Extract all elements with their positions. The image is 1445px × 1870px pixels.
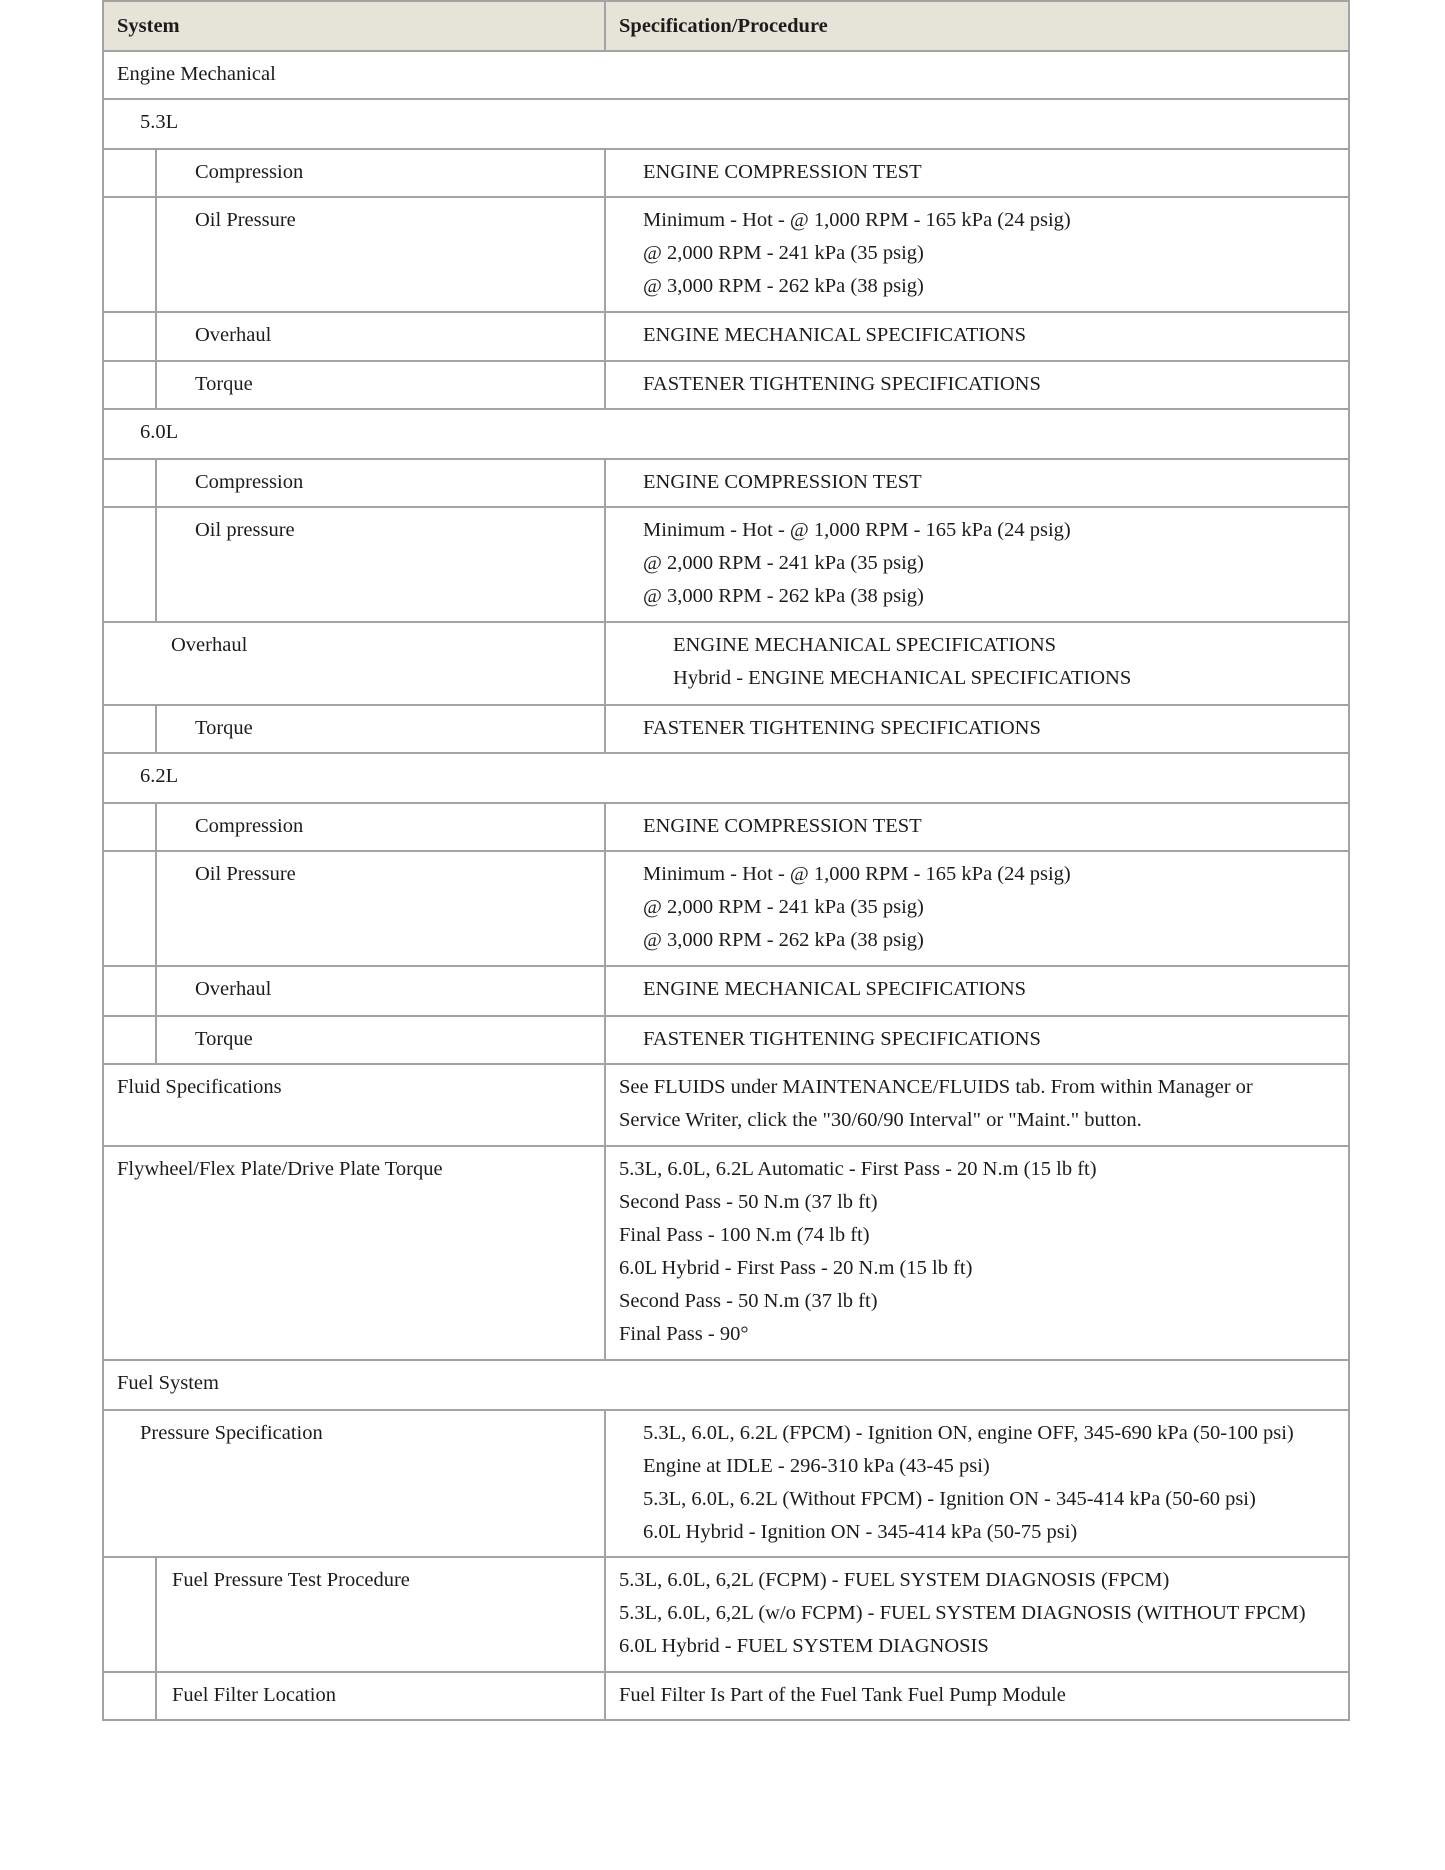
spec-line: Minimum - Hot - @ 1,000 RPM - 165 kPa (24 psig) — [643, 863, 1071, 885]
spec-line: 6.0L Hybrid - Ignition ON - 345-414 kPa (50-75 psi) — [643, 1521, 1078, 1543]
system-cell: Torque — [156, 1016, 605, 1064]
indent-cell — [103, 1016, 156, 1064]
table-row — [103, 1410, 1349, 1557]
system-cell: Oil Pressure — [156, 197, 605, 312]
subsection-5-3l: 5.3L — [103, 99, 1349, 149]
spec-line: @ 3,000 RPM - 262 kPa (38 psig) — [643, 275, 924, 297]
table-row — [103, 507, 1349, 622]
spec-line: 5.3L, 6.0L, 6.2L (Without FPCM) - Ignition ON - 345-414 kPa (50-60 psi) — [643, 1488, 1256, 1510]
spec-cell — [605, 851, 1349, 966]
system-cell: Fluid Specifications — [103, 1064, 605, 1146]
spec-line: Service Writer, click the "30/60/90 Interval" or "Maint." button. — [619, 1109, 1142, 1131]
table-row — [103, 149, 1349, 197]
spec-cell: ENGINE COMPRESSION TEST — [605, 803, 1349, 851]
table-row — [103, 312, 1349, 361]
spec-line: Hybrid - ENGINE MECHANICAL SPECIFICATIONS — [673, 667, 1132, 689]
spec-cell: FASTENER TIGHTENING SPECIFICATIONS — [605, 705, 1349, 753]
spec-table — [102, 0, 1350, 1721]
spec-line: Second Pass - 50 N.m (37 lb ft) — [619, 1191, 878, 1213]
system-cell: Oil pressure — [156, 507, 605, 622]
spec-line: Minimum - Hot - @ 1,000 RPM - 165 kPa (24 psig) — [643, 209, 1071, 231]
spec-line: @ 3,000 RPM - 262 kPa (38 psig) — [643, 585, 924, 607]
system-cell: Overhaul — [156, 312, 605, 361]
spec-line: @ 3,000 RPM - 262 kPa (38 psig) — [643, 929, 924, 951]
spec-cell — [605, 1064, 1349, 1146]
indent-cell — [103, 312, 156, 361]
table-row — [103, 705, 1349, 753]
system-cell: Fuel Pressure Test Procedure — [156, 1557, 605, 1672]
spec-line: 5.3L, 6.0L, 6.2L Automatic - First Pass - 20 N.m (15 lb ft) — [619, 1158, 1097, 1180]
subsection-row — [103, 409, 1349, 459]
spec-cell — [605, 507, 1349, 622]
indent-cell — [103, 966, 156, 1016]
spec-line: @ 2,000 RPM - 241 kPa (35 psig) — [643, 242, 924, 264]
table-row — [103, 1016, 1349, 1064]
spec-line: Final Pass - 90° — [619, 1323, 749, 1345]
spec-cell: ENGINE MECHANICAL SPECIFICATIONS — [605, 312, 1349, 361]
system-cell: Overhaul — [156, 966, 605, 1016]
spec-line: 6.0L Hybrid - First Pass - 20 N.m (15 lb ft) — [619, 1257, 973, 1279]
system-cell: Oil Pressure — [156, 851, 605, 966]
table-row — [103, 851, 1349, 966]
header-spec: Specification/Procedure — [605, 1, 1349, 51]
spec-line: 5.3L, 6.0L, 6,2L (FCPM) - FUEL SYSTEM DIAGNOSIS (FPCM) — [619, 1569, 1170, 1591]
system-cell: Pressure Specification — [103, 1410, 605, 1557]
section-row — [103, 1360, 1349, 1410]
system-cell: Fuel Filter Location — [156, 1672, 605, 1720]
spec-line: Final Pass - 100 N.m (74 lb ft) — [619, 1224, 870, 1246]
spec-cell: ENGINE COMPRESSION TEST — [605, 459, 1349, 507]
subsection-row — [103, 99, 1349, 149]
system-cell: Compression — [156, 459, 605, 507]
spec-line: 6.0L Hybrid - FUEL SYSTEM DIAGNOSIS — [619, 1635, 989, 1657]
system-cell: Torque — [156, 361, 605, 409]
system-cell: Overhaul — [103, 622, 605, 705]
spec-line: ENGINE MECHANICAL SPECIFICATIONS — [673, 634, 1057, 656]
spec-line: 5.3L, 6.0L, 6.2L (FPCM) - Ignition ON, engine OFF, 345-690 kPa (50-100 psi) — [643, 1422, 1294, 1444]
indent-cell — [103, 197, 156, 312]
table-row — [103, 459, 1349, 507]
table-row — [103, 966, 1349, 1016]
system-cell: Compression — [156, 149, 605, 197]
indent-cell — [103, 361, 156, 409]
system-cell: Compression — [156, 803, 605, 851]
indent-cell — [103, 705, 156, 753]
indent-cell — [103, 1557, 156, 1672]
subsection-6-0l: 6.0L — [103, 409, 1349, 459]
spec-line: Minimum - Hot - @ 1,000 RPM - 165 kPa (24 psig) — [643, 519, 1071, 541]
table-row — [103, 1146, 1349, 1360]
section-row — [103, 51, 1349, 99]
table-row — [103, 361, 1349, 409]
spec-cell: FASTENER TIGHTENING SPECIFICATIONS — [605, 1016, 1349, 1064]
spec-cell — [605, 622, 1349, 705]
spec-cell — [605, 1557, 1349, 1672]
indent-cell — [103, 803, 156, 851]
indent-cell — [103, 1672, 156, 1720]
table-row — [103, 1557, 1349, 1672]
spec-cell — [605, 1146, 1349, 1360]
spec-line: Second Pass - 50 N.m (37 lb ft) — [619, 1290, 878, 1312]
system-cell: Torque — [156, 705, 605, 753]
header-system: System — [103, 1, 605, 51]
spec-cell: ENGINE COMPRESSION TEST — [605, 149, 1349, 197]
table-row — [103, 803, 1349, 851]
table-row — [103, 1672, 1349, 1720]
spec-line: Engine at IDLE - 296-310 kPa (43-45 psi) — [643, 1455, 990, 1477]
section-engine-mechanical: Engine Mechanical — [103, 51, 1349, 99]
indent-cell — [103, 851, 156, 966]
section-fuel-system: Fuel System — [103, 1360, 1349, 1410]
indent-cell — [103, 459, 156, 507]
system-cell: Flywheel/Flex Plate/Drive Plate Torque — [103, 1146, 605, 1360]
indent-cell — [103, 149, 156, 197]
spec-cell: Fuel Filter Is Part of the Fuel Tank Fuel Pump Module — [605, 1672, 1349, 1720]
table-row — [103, 1064, 1349, 1146]
table-row — [103, 197, 1349, 312]
spec-line: @ 2,000 RPM - 241 kPa (35 psig) — [643, 896, 924, 918]
spec-line: 5.3L, 6.0L, 6,2L (w/o FCPM) - FUEL SYSTEM DIAGNOSIS (WITHOUT FPCM) — [619, 1602, 1306, 1624]
spec-cell — [605, 1410, 1349, 1557]
subsection-6-2l: 6.2L — [103, 753, 1349, 803]
spec-cell: FASTENER TIGHTENING SPECIFICATIONS — [605, 361, 1349, 409]
header-row — [103, 1, 1349, 51]
spec-line: See FLUIDS under MAINTENANCE/FLUIDS tab. From within Manager or — [619, 1076, 1253, 1098]
spec-cell — [605, 197, 1349, 312]
indent-cell — [103, 507, 156, 622]
table-row — [103, 622, 1349, 705]
subsection-row — [103, 753, 1349, 803]
spec-line: @ 2,000 RPM - 241 kPa (35 psig) — [643, 552, 924, 574]
spec-cell: ENGINE MECHANICAL SPECIFICATIONS — [605, 966, 1349, 1016]
